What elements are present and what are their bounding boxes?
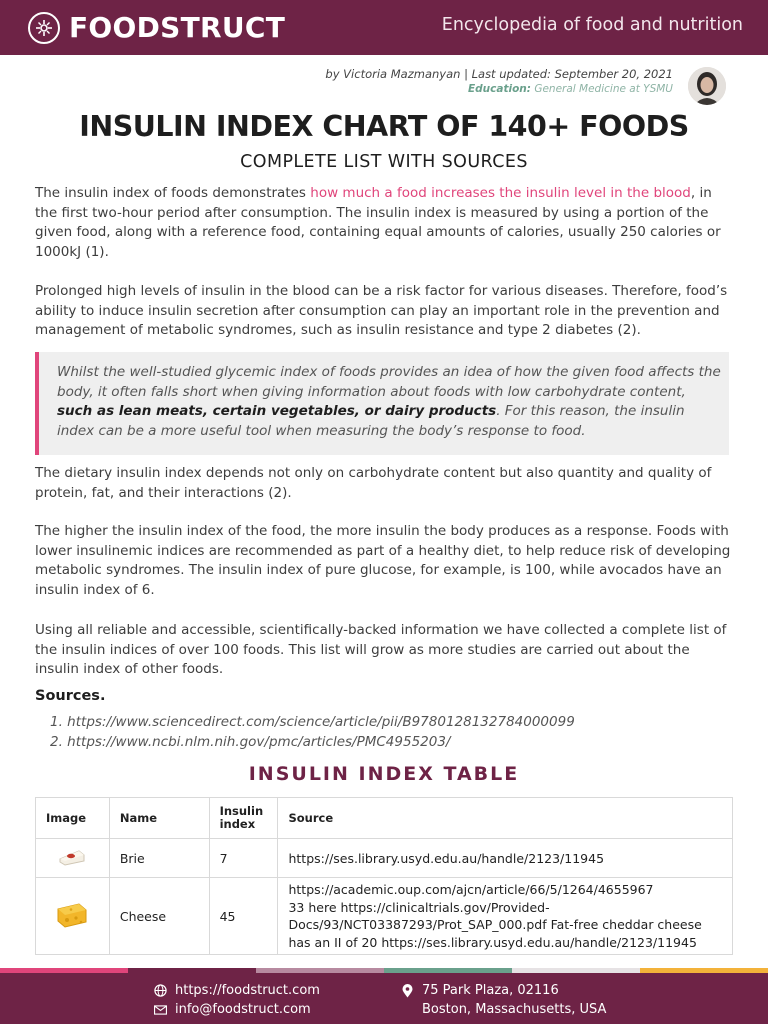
- table-row: [36, 878, 733, 955]
- source-line: 33 here https://clinicaltrials.gov/Provided-: [288, 899, 550, 915]
- brand-name: FOODSTRUCT: [69, 11, 286, 44]
- logo-icon: [28, 12, 60, 44]
- footer-website[interactable]: [153, 983, 320, 998]
- column-header-insulin-index: Insulin index: [209, 798, 278, 839]
- cheese-icon: [55, 917, 89, 932]
- dietary-paragraph: The dietary insulin index depends not only on carbohydrate content but also quantity and quality of protein, fat, and their interactions (2).: [35, 465, 712, 501]
- mail-icon: [153, 1003, 167, 1017]
- byline-text: by Victoria Mazmanyan | Last updated: September 20, 2021: [325, 67, 673, 81]
- intro-paragraph: [35, 184, 735, 262]
- column-header-name: Name: [109, 798, 209, 839]
- source-line: has an II of 20 https://ses.library.usyd.edu.au/handle/2123/11945: [288, 934, 697, 950]
- row-name: Brie: [109, 839, 209, 878]
- source-line: Docs/93/NCT03387293/Prot_SAP_000.pdf Fat-free cheddar cheese: [288, 917, 702, 932]
- source-link-1[interactable]: 1. https://www.sciencedirect.com/science/article/pii/B9780128132784000099: [50, 714, 575, 730]
- logo[interactable]: [28, 11, 285, 44]
- education-value: General Medicine at YSMU: [534, 83, 673, 95]
- insulin-index-table: [35, 797, 733, 955]
- globe-icon: [153, 984, 167, 998]
- intro-text-end: , in the first two-hour period after consumption. The insulin index is measured by using a portion of the given food, along with a reference food, containing equal amounts of calories, usually 250 calories or 1000kJ (1).: [35, 185, 721, 260]
- author-byline: [325, 67, 673, 95]
- source-line: https://academic.oup.com/ajcn/article/66/5/1264/4655967: [288, 882, 654, 897]
- footer-address: [400, 983, 559, 998]
- row-index: 7: [209, 839, 278, 878]
- education-label: Education:: [467, 83, 531, 95]
- address-line-1: 75 Park Plaza, 02116: [422, 983, 559, 998]
- website-url: https://foodstruct.com: [175, 983, 320, 998]
- row-name: Cheese: [109, 878, 209, 955]
- collection-paragraph: Using all reliable and accessible, scientifically-backed information we have collected a complete list of the insulin indices of over 100 foods. This list will grow as more studies are carried out about the insulin index of other foods.: [35, 622, 727, 678]
- insulin-level-link[interactable]: how much a food increases the insulin level in the blood: [310, 185, 691, 201]
- table-header-row: [36, 798, 733, 839]
- intro-text-start: The insulin index of foods demonstrates: [35, 185, 311, 201]
- address-line-2: Boston, Massachusetts, USA: [422, 1002, 607, 1017]
- row-image-cell: [36, 878, 110, 955]
- quote-text-end: . For this reason, the insulin index can be a more useful tool when measuring the body’s response to food.: [57, 403, 685, 439]
- column-header-source: Source: [278, 798, 733, 839]
- row-source[interactable]: [278, 878, 733, 955]
- row-index: 45: [209, 878, 278, 955]
- location-pin-icon: [400, 984, 414, 998]
- header-bar: [0, 0, 768, 55]
- table-heading: INSULIN INDEX TABLE: [248, 763, 520, 785]
- row-image-cell: [36, 839, 110, 878]
- site-tagline: Encyclopedia of food and nutrition: [441, 15, 743, 35]
- quote-text-start: Whilst the well-studied glycemic index of foods provides an idea of how the given food affects the body, it often falls short when giving information about foods with low carbohydrate content,: [57, 364, 721, 400]
- row-source[interactable]: https://ses.library.usyd.edu.au/handle/2123/11945: [278, 839, 733, 878]
- author-avatar[interactable]: [688, 67, 726, 105]
- footer-email[interactable]: [153, 1002, 311, 1017]
- brie-icon: [57, 856, 87, 871]
- page-title: INSULIN INDEX CHART OF 140+ FOODS: [79, 110, 689, 143]
- quote-bold-text: such as lean meats, certain vegetables, or dairy products: [57, 403, 497, 420]
- sources-heading: Sources.: [35, 688, 106, 704]
- highlight-quote: [35, 352, 729, 455]
- table-row: [36, 839, 733, 878]
- column-header-image: Image: [36, 798, 110, 839]
- footer-address-city: [422, 1002, 606, 1017]
- page-subtitle: COMPLETE LIST WITH SOURCES: [240, 152, 528, 172]
- risk-paragraph: Prolonged high levels of insulin in the blood can be a risk factor for various diseases. Therefore, food’s ability to induce insulin secretion after consumption can play an important role in the prevention and management of metabolic syndromes, such as insulin resistance and type 2 diabetes (2).: [35, 283, 728, 339]
- higher-index-paragraph: The higher the insulin index of the food, the more insulin the body produces as a response. Foods with lower insulinemic indices are recommended as part of a healthy diet, to help reduce risk of developing metabolic syndromes. The insulin index of pure glucose, for example, is 100, while avocados have an insulin index of 6.: [35, 523, 731, 598]
- source-link-2[interactable]: 2. https://www.ncbi.nlm.nih.gov/pmc/articles/PMC4955203/: [50, 734, 451, 750]
- footer: [0, 973, 768, 1024]
- education-row: [325, 83, 673, 95]
- email-address: info@foodstruct.com: [175, 1002, 311, 1017]
